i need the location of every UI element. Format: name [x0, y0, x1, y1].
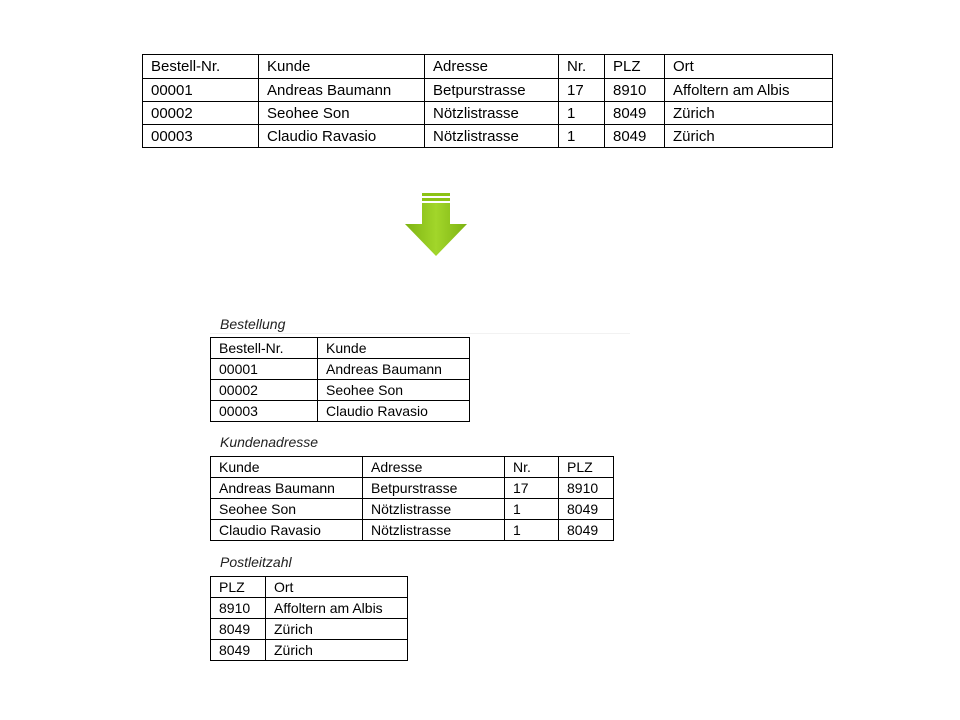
table-row — [211, 499, 614, 520]
postleitzahl-title: Postleitzahl — [220, 554, 292, 570]
table-cell: 00002 — [143, 102, 259, 125]
header-cell: PLZ — [211, 577, 266, 598]
table-cell: Zürich — [266, 619, 408, 640]
table-row — [143, 102, 833, 125]
arrow-stripe — [422, 193, 450, 196]
table-cell: Andreas Baumann — [318, 359, 470, 380]
table-cell: 1 — [505, 499, 559, 520]
header-cell: Nr. — [559, 55, 605, 79]
table-cell: 00001 — [211, 359, 318, 380]
table-cell: 8049 — [605, 125, 665, 148]
bestellung-table — [210, 337, 470, 422]
table-row — [211, 520, 614, 541]
header-cell: PLZ — [559, 457, 614, 478]
table-cell: Nötzlistrasse — [425, 102, 559, 125]
table-row — [211, 640, 408, 661]
table-cell: 00002 — [211, 380, 318, 401]
table-cell: 8049 — [559, 520, 614, 541]
table-row — [211, 598, 408, 619]
table-cell: Nötzlistrasse — [363, 499, 505, 520]
table-cell: 17 — [559, 79, 605, 102]
header-cell: PLZ — [605, 55, 665, 79]
table-header-row — [211, 457, 614, 478]
table-cell: Zürich — [266, 640, 408, 661]
table-cell: 8910 — [211, 598, 266, 619]
table-cell: 8049 — [211, 640, 266, 661]
table-cell: Andreas Baumann — [211, 478, 363, 499]
table-cell: Affoltern am Albis — [665, 79, 833, 102]
table-cell: 17 — [505, 478, 559, 499]
table-cell: 00003 — [211, 401, 318, 422]
table-cell: 1 — [559, 102, 605, 125]
table-row — [211, 478, 614, 499]
header-cell: Kunde — [318, 338, 470, 359]
table-cell: Zürich — [665, 125, 833, 148]
header-cell: Ort — [266, 577, 408, 598]
table-cell: Claudio Ravasio — [318, 401, 470, 422]
arrow-body — [405, 203, 467, 256]
table-row — [143, 79, 833, 102]
table-cell: Seohee Son — [211, 499, 363, 520]
table-cell: Nötzlistrasse — [425, 125, 559, 148]
kundenadresse-title: Kundenadresse — [220, 434, 319, 450]
header-cell: Adresse — [425, 55, 559, 79]
table-cell: 00001 — [143, 79, 259, 102]
table-cell: Seohee Son — [259, 102, 425, 125]
header-cell: Kunde — [259, 55, 425, 79]
header-cell: Kunde — [211, 457, 363, 478]
table-header-row — [211, 338, 470, 359]
table-cell: 8910 — [559, 478, 614, 499]
header-cell: Nr. — [505, 457, 559, 478]
arrow-stripe — [422, 198, 450, 201]
table-cell: Seohee Son — [318, 380, 470, 401]
header-cell: Adresse — [363, 457, 505, 478]
table-row — [143, 125, 833, 148]
table-cell: 1 — [559, 125, 605, 148]
table-row — [211, 359, 470, 380]
table-cell: 8049 — [559, 499, 614, 520]
table-cell: 8049 — [211, 619, 266, 640]
down-arrow-icon — [403, 190, 469, 260]
table-cell: Claudio Ravasio — [211, 520, 363, 541]
bestellung-title: Bestellung — [210, 315, 630, 334]
table-cell: 8049 — [605, 102, 665, 125]
table-cell: Betpurstrasse — [425, 79, 559, 102]
unnormalized-table — [142, 54, 833, 148]
table-cell: 00003 — [143, 125, 259, 148]
table-cell: Betpurstrasse — [363, 478, 505, 499]
table-cell: Zürich — [665, 102, 833, 125]
postleitzahl-table — [210, 576, 408, 661]
header-cell: Bestell-Nr. — [211, 338, 318, 359]
table-cell: Nötzlistrasse — [363, 520, 505, 541]
table-cell: Andreas Baumann — [259, 79, 425, 102]
table-row — [211, 401, 470, 422]
header-cell: Ort — [665, 55, 833, 79]
table-cell: 8910 — [605, 79, 665, 102]
table-row — [211, 380, 470, 401]
table-row — [211, 619, 408, 640]
kundenadresse-table — [210, 456, 614, 541]
header-cell: Bestell-Nr. — [143, 55, 259, 79]
table-header-row — [211, 577, 408, 598]
table-header-row — [143, 55, 833, 79]
table-cell: Affoltern am Albis — [266, 598, 408, 619]
table-cell: 1 — [505, 520, 559, 541]
table-cell: Claudio Ravasio — [259, 125, 425, 148]
